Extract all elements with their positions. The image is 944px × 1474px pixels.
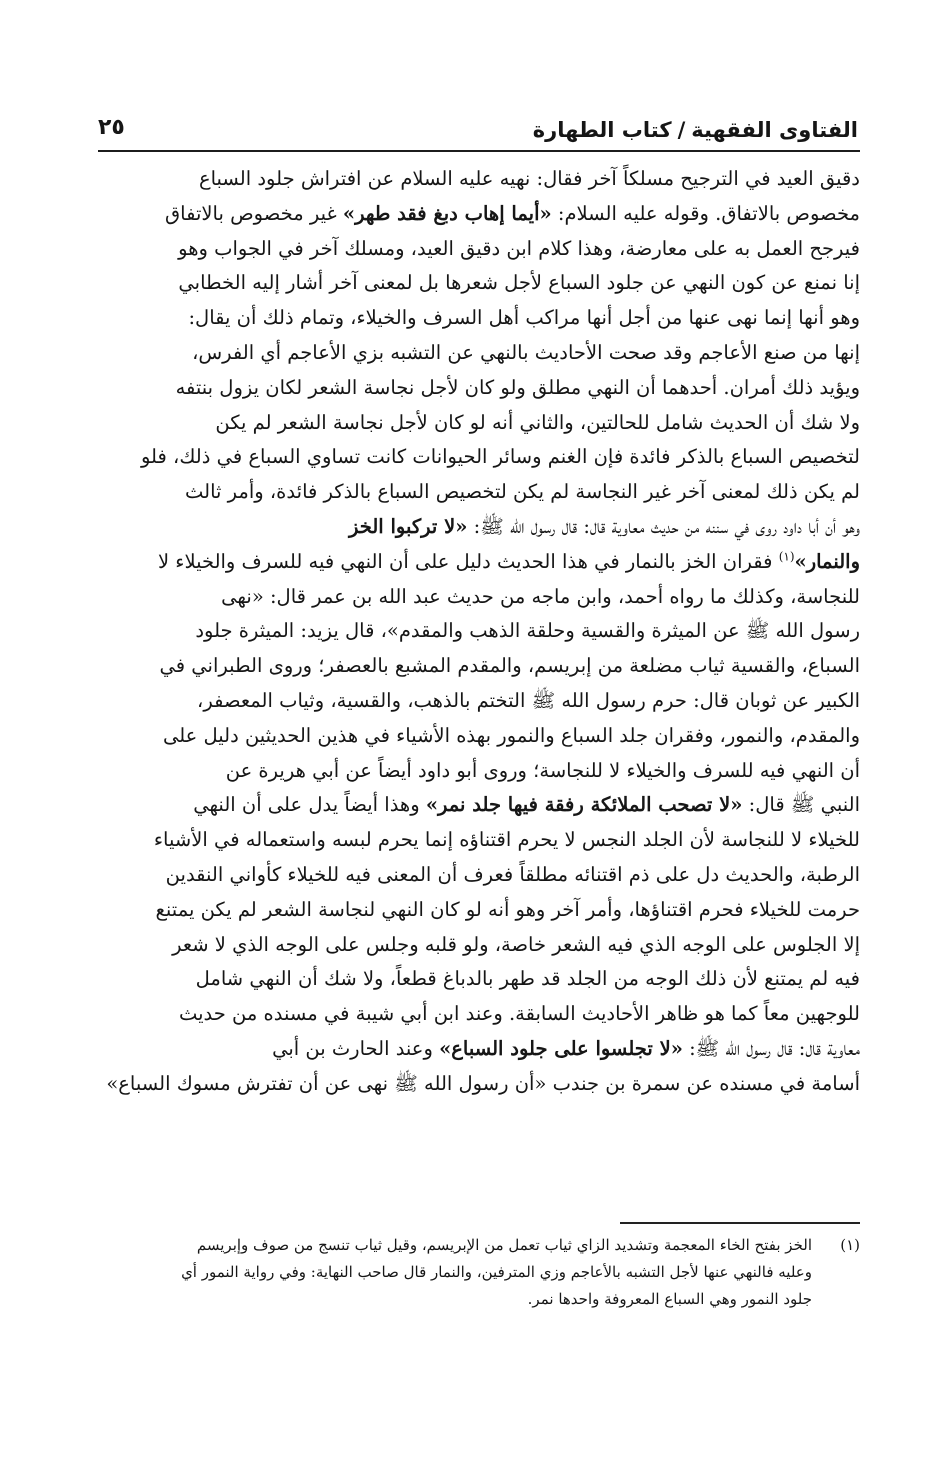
- hadith-quote: والنمار»: [794, 549, 860, 573]
- text-line: [100, 1032, 860, 1067]
- text-line: [100, 614, 860, 649]
- hadith-quote: «لا تجلسوا على جلود السباع»: [439, 1036, 683, 1060]
- text-run: وهو أنها إنما نهى عنها من أجل أنها مراكب أهل السرف والخيلاء، وتمام ذلك أن يقال:: [188, 306, 860, 330]
- footnote-text: جلود النمور وهي السباع المعروفة واحدها نمر.: [527, 1290, 812, 1308]
- footnote-number: (١): [840, 1236, 860, 1254]
- text-line: [100, 197, 860, 232]
- title-separator: /: [677, 118, 686, 142]
- footnote-line: [98, 1259, 860, 1286]
- text-run: فيرجح العمل به على معارضة، وهذا كلام ابن دقيق العيد، ومسلك آخر في الجواب وهو: [178, 236, 860, 260]
- footnote-rule: [620, 1222, 860, 1224]
- text-line: [100, 232, 860, 267]
- footnote-line: [98, 1286, 860, 1313]
- page-number: ٢٥: [98, 115, 125, 140]
- text-run: وهو أن أبا داود روى في سننه من حديث معاوية قال: قال رسول الله ﷺ:: [467, 514, 860, 538]
- text-line: [100, 545, 860, 580]
- text-run: إلا الجلوس على الوجه الذي فيه الشعر خاصة، ولو قلبه وجلس على الوجه الذي لا شعر: [172, 932, 860, 956]
- text-run: الرطبة، والحديث دل على ذم اقتنائه مطلقاً فعرف أن المعنى فيه للخيلاء كأواني النقدين: [165, 862, 860, 886]
- text-run: ولا شك أن الحديث شامل للحالتين، والثاني أنه لو كان لأجل نجاسة الشعر لم يكن: [215, 410, 860, 434]
- text-run: رسول الله ﷺ عن الميثرة والقسية وحلقة الذهب والمقدم»، قال يزيد: الميثرة جلود: [195, 619, 860, 643]
- text-run: دقيق العيد في الترجيح مسلكاً آخر فقال: نهيه عليه السلام عن افتراش جلود السباع: [198, 167, 860, 190]
- text-line: [100, 893, 860, 928]
- book-title: الفتاوى الفقهية: [691, 118, 858, 142]
- text-run: وهذا أيضاً يدل على أن النهي: [193, 793, 426, 817]
- text-line: [100, 440, 860, 475]
- hadith-quote: «أيما إهاب دبغ فقد طهر»: [342, 201, 552, 225]
- footnote-text: وعليه فالنهي عنها لأجل التشبه بالأعاجم وزي المترفين، والنمار قال صاحب النهاية: وفي رواية النمور أي: [181, 1263, 812, 1281]
- header-rule: [98, 150, 860, 152]
- text-line: [100, 475, 860, 510]
- text-line: [100, 962, 860, 997]
- text-run: السباع، والقسية ثياب مضلعة من إبريسم، والمقدم المشبع بالعصفر؛ وروى الطبراني في: [159, 654, 860, 678]
- page-header: [98, 112, 858, 152]
- text-run: الكبير عن ثوبان قال: حرم رسول الله ﷺ التختم بالذهب، والقسية، وثياب المعصفر،: [197, 688, 860, 712]
- text-run: إنا نمنع عن كون النهي عن جلود السباع لأجل شعرها بل لمعنى آخر أشار إليه الخطابي: [178, 271, 860, 295]
- running-head: [533, 116, 858, 144]
- text-line: [100, 371, 860, 406]
- text-run: وعند الحارث بن أبي: [272, 1036, 440, 1060]
- footnote-text: الخز بفتح الخاء المعجمة وتشديد الزاي ثياب تعمل من الإبريسم، وقيل ثياب تنسج من صوف وإبريسم: [196, 1236, 812, 1254]
- text-line: [100, 580, 860, 615]
- text-run: أسامة في مسنده عن سمرة بن جندب «أن رسول الله ﷺ نهى عن أن تفترش مسوك السباع»: [106, 1071, 860, 1095]
- text-run: النبي ﷺ قال:: [742, 793, 860, 817]
- text-line: [100, 823, 860, 858]
- text-line: [100, 928, 860, 963]
- text-line: [100, 406, 860, 441]
- text-run: لم يكن ذلك لمعنى آخر غير النجاسة لم يكن لتخصيص السباع بالذكر فائدة، وأمر ثالث: [185, 480, 860, 504]
- text-line: [100, 1067, 860, 1102]
- text-line: [100, 997, 860, 1032]
- hadith-quote: «لا تركبوا الخز: [348, 514, 468, 538]
- text-run: للخيلاء لا للنجاسة لأن الجلد النجس لا يحرم اقتناؤه إنما يحرم لبسه واستعماله في الأشياء: [153, 828, 860, 852]
- text-run: والمقدم، والنمور، وفقران جلد السباع والنمور بهذه الأشياء في هذين الحديثين دليل على: [162, 723, 860, 747]
- text-line: [100, 788, 860, 823]
- text-line: [100, 754, 860, 789]
- text-line: [100, 266, 860, 301]
- body-text: [100, 162, 860, 1102]
- text-run: ويؤيد ذلك أمران. أحدهما أن النهي مطلق ولو كان لأجل نجاسة الشعر لكان يزول بنتفه: [175, 375, 860, 399]
- text-line: [100, 858, 860, 893]
- text-run: للوجهين معاً كما هو ظاهر الأحاديث السابقة. وعند ابن أبي شيبة في مسنده من حديث: [178, 1002, 860, 1026]
- text-run: مخصوص بالاتفاق. وقوله عليه السلام:: [551, 201, 860, 225]
- footnote: [98, 1232, 860, 1313]
- text-line: [100, 649, 860, 684]
- text-run: للنجاسة، وكذلك ما رواه أحمد، وابن ماجه من حديث عبد الله بن عمر قال: «نهى: [221, 584, 860, 608]
- text-run: إنها من صنع الأعاجم وقد صحت الأحاديث بالنهي عن التشبه بزي الأعاجم أي الفرس،: [192, 340, 860, 364]
- text-run: فيه لم يمتنع لأن ذلك الوجه من الجلد قد طهر بالدباغ قطعاً، ولا شك أن النهي شامل: [195, 967, 860, 991]
- text-run: معاوية قال: قال رسول الله ﷺ:: [682, 1036, 860, 1060]
- text-line: [100, 719, 860, 754]
- text-line: [100, 510, 860, 545]
- text-run: غير مخصوص بالاتفاق: [165, 201, 343, 225]
- hadith-quote: «لا تصحب الملائكة رفقة فيها جلد نمر»: [425, 793, 743, 817]
- text-run: حرمت للخيلاء فحرم اقتناؤها، وأمر آخر وهو أنه لو كان النهي لنجاسة الشعر لم يكن يمتنع: [155, 897, 860, 921]
- footnote-line: [98, 1232, 860, 1259]
- text-run: أن النهي فيه للسرف والخيلاء لا للنجاسة؛ وروى أبو داود أيضاً عن أبي هريرة عن: [225, 758, 860, 782]
- text-line: [100, 162, 860, 197]
- text-line: [100, 336, 860, 371]
- chapter-title: كتاب الطهارة: [532, 118, 672, 142]
- text-run: فقران الخز بالنمار في هذا الحديث دليل على أن النهي فيه للسرف والخيلاء لا: [157, 549, 779, 573]
- text-run: لتخصيص السباع بالذكر فائدة فإن الغنم وسائر الحيوانات كانت تساوي السباع في ذلك، فلو: [140, 445, 860, 469]
- text-line: [100, 301, 860, 336]
- text-line: [100, 684, 860, 719]
- footnote-marker: (١): [778, 549, 795, 564]
